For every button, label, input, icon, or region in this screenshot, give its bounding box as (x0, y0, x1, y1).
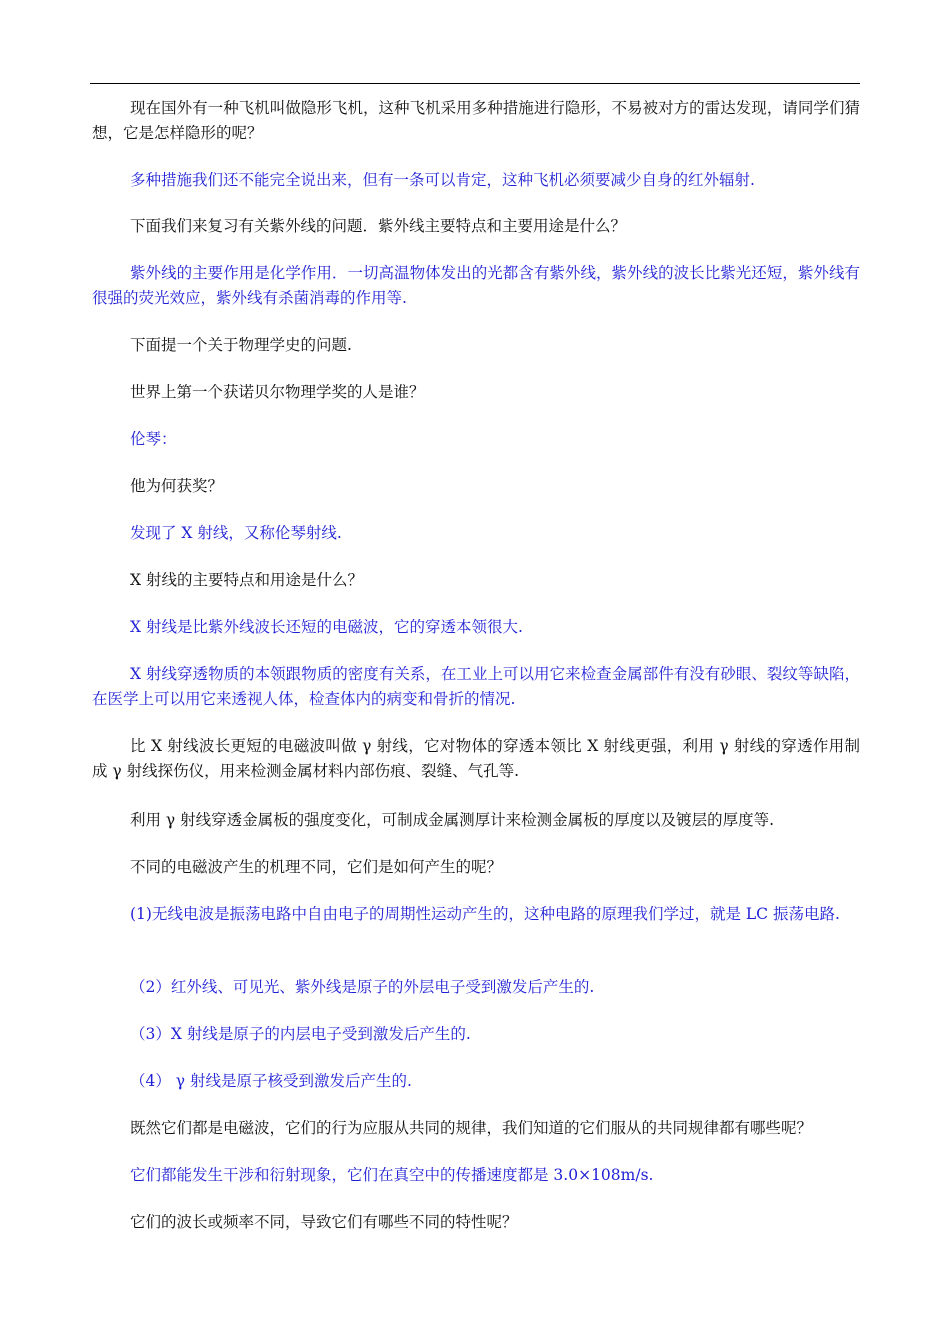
paragraph-17: （2）红外线、可见光、紫外线是原子的外层电子受到激发后产生的. (130, 978, 595, 996)
paragraph-6: 世界上第一个获诺贝尔物理学奖的人是谁？ (130, 383, 425, 401)
paragraph-19: （4） γ 射线是原子核受到激发后产生的. (130, 1072, 412, 1090)
paragraph-2: 多种措施我们还不能完全说出来，但有一条可以肯定，这种飞机必须要减少自身的红外辐射. (130, 171, 755, 189)
paragraph-13: 比 X 射线波长更短的电磁波叫做 γ 射线，它对物体的穿透本领比 X 射线更强，利用 γ 射线的穿透作用制成 γ 射线探伤仪，用来检测金属材料内部伤痕、裂缝、气孔等. (92, 737, 860, 780)
paragraph-12: X 射线穿透物质的本领跟物质的密度有关系，在工业上可以用它来检查金属部件有没有砂眼、裂纹等缺陷，在医学上可以用它来透视人体，检查体内的病变和骨折的情况. (92, 665, 860, 708)
paragraph-1: 现在国外有一种飞机叫做隐形飞机，这种飞机采用多种措施进行隐形，不易被对方的雷达发现，请同学们猜想，它是怎样隐形的呢？ (92, 99, 860, 142)
paragraph-20: 既然它们都是电磁波，它们的行为应服从共同的规律，我们知道的它们服从的共同规律都有哪些呢？ (130, 1119, 813, 1137)
paragraph-5: 下面提一个关于物理学史的问题. (130, 336, 352, 354)
paragraph-9: 发现了 X 射线，又称伦琴射线. (130, 524, 342, 542)
paragraph-14: 利用 γ 射线穿透金属板的强度变化，可制成金属测厚计来检测金属板的厚度以及镀层的厚度等. (130, 811, 775, 829)
paragraph-3: 下面我们来复习有关紫外线的问题．紫外线主要特点和主要用途是什么？ (130, 217, 627, 235)
paragraph-22: 它们的波长或频率不同，导致它们有哪些不同的特性呢？ (130, 1213, 518, 1231)
paragraph-4: 紫外线的主要作用是化学作用．一切高温物体发出的光都含有紫外线，紫外线的波长比紫光还短，紫外线有很强的荧光效应，紫外线有杀菌消毒的作用等. (92, 264, 860, 307)
paragraph-7: 伦琴： (130, 430, 177, 448)
paragraph-11: X 射线是比紫外线波长还短的电磁波，它的穿透本领很大. (130, 618, 523, 636)
paragraph-18: （3）X 射线是原子的内层电子受到激发后产生的. (130, 1025, 471, 1043)
paragraph-10: X 射线的主要特点和用途是什么？ (130, 571, 363, 589)
paragraph-8: 他为何获奖？ (130, 477, 224, 495)
header-rule (90, 83, 860, 84)
paragraph-16: (1)无线电波是振荡电路中自由电子的周期性运动产生的，这种电路的原理我们学过，就是 LC 振荡电路. (130, 905, 840, 923)
paragraph-15: 不同的电磁波产生的机理不同，它们是如何产生的呢？ (130, 858, 503, 876)
paragraph-21: 它们都能发生干涉和衍射现象，它们在真空中的传播速度都是 3.0×108m/s. (130, 1166, 654, 1184)
